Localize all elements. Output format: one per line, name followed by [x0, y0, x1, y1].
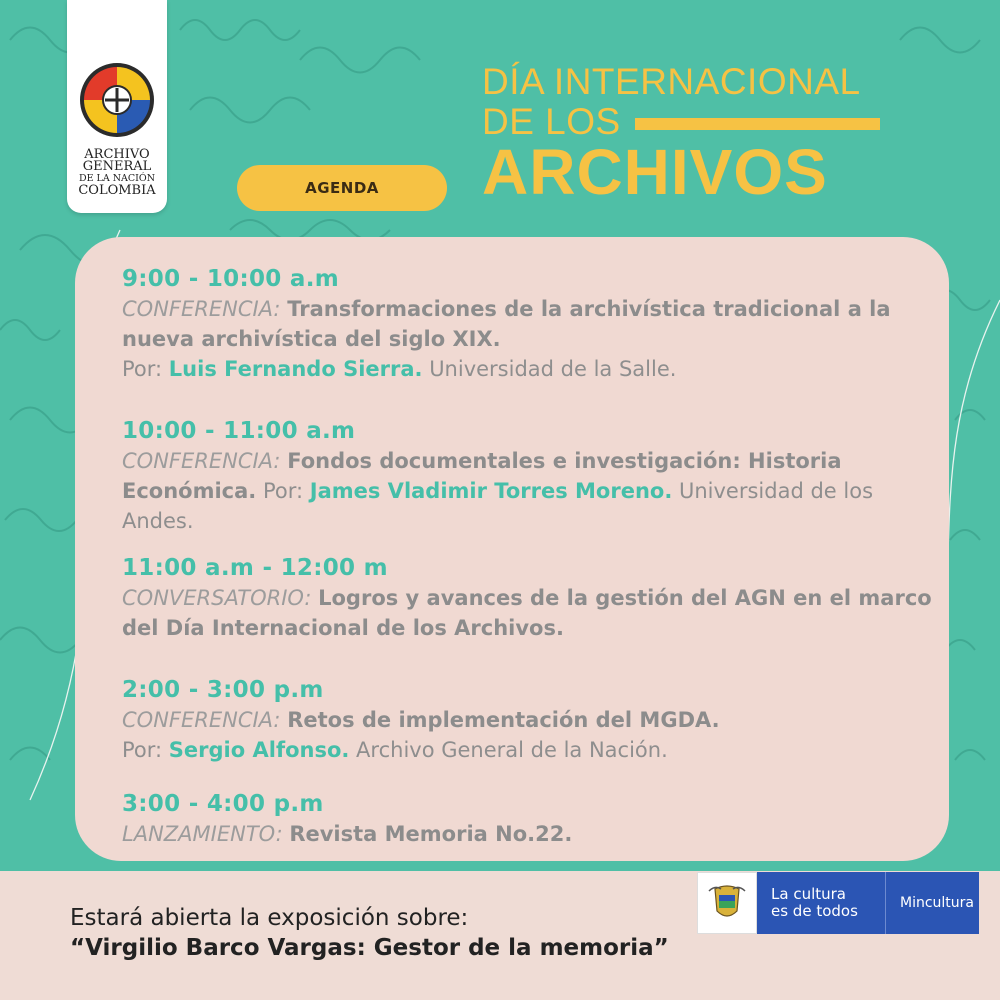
title-line1: DÍA INTERNACIONAL — [482, 61, 861, 102]
item-topic: Retos de implementación del MGDA. — [287, 708, 720, 732]
agenda-item — [122, 789, 932, 849]
item-time: 9:00 - 10:00 a.m — [122, 266, 340, 292]
event-title — [482, 61, 880, 208]
item-speaker: James Vladimir Torres Moreno. — [309, 479, 673, 503]
item-topic: Transformaciones de la archivística tradicional a la nueva archivística del siglo XIX — [122, 297, 891, 351]
item-kind: CONFERENCIA: — [122, 708, 281, 732]
item-time: 10:00 - 11:00 a.m — [122, 418, 356, 444]
title-divider — [635, 118, 880, 130]
item-time: 3:00 - 4:00 p.m — [122, 791, 324, 817]
item-kind: CONVERSATORIO: — [122, 586, 312, 610]
agenda-item — [122, 553, 932, 643]
item-org: Universidad de la Salle. — [429, 357, 677, 381]
item-kind: CONFERENCIA: — [122, 449, 281, 473]
item-topic: Revista Memoria No.22. — [289, 822, 573, 846]
mincultura-slogan-line1: La cultura — [771, 885, 846, 903]
agenda-badge: AGENDA — [237, 165, 447, 211]
item-kind: CONFERENCIA: — [122, 297, 281, 321]
title-line2: DE LOS — [482, 101, 621, 142]
item-time: 2:00 - 3:00 p.m — [122, 677, 324, 703]
item-kind: LANZAMIENTO: — [122, 822, 283, 846]
item-speaker: Sergio Alfonso. — [168, 738, 350, 762]
agn-emblem-icon — [78, 61, 156, 139]
item-by: Por: — [262, 479, 304, 503]
agenda-item: 9:00 - 10:00 a.m CONFERENCIA: Transformaciones de la archivística tradicional a la nueva archivística del siglo XIX. Por: Luis Fernando Sierra. Universidad de la Salle. — [122, 264, 932, 384]
item-by: Por: — [122, 357, 163, 381]
item-topic: Fondos documentales e investigación: Historia Económica. — [122, 449, 842, 503]
item-org: Universidad de los Andes. — [122, 479, 874, 533]
mincultura-slogan-line2: es de todos — [771, 902, 858, 920]
logo-line1: ARCHIVO — [84, 147, 150, 162]
item-topic: Logros y avances de la gestión del AGN en el marco del Día Internacional de los Archivos. — [122, 586, 932, 640]
colombia-shield-icon — [697, 872, 757, 934]
mincultura-logo — [697, 872, 979, 934]
logo-line3: DE LA NACIÓN — [78, 173, 156, 184]
agenda-item — [122, 416, 932, 536]
logo-line2: GENERAL — [82, 159, 152, 174]
item-by: Por: — [122, 738, 163, 762]
agenda-item — [122, 675, 932, 765]
exhibition-intro: Estará abierta la exposición sobre: — [70, 905, 469, 931]
item-speaker: Luis Fernando Sierra. — [168, 357, 423, 381]
mincultura-name: Mincultura — [885, 872, 979, 934]
logo-line4: COLOMBIA — [78, 183, 156, 198]
item-org: Archivo General de la Nación. — [356, 738, 668, 762]
title-line3: ARCHIVOS — [482, 136, 828, 208]
item-time: 11:00 a.m - 12:00 m — [122, 555, 388, 581]
exhibition-title: “Virgilio Barco Vargas: Gestor de la memoria” — [70, 935, 669, 961]
agn-logo — [67, 0, 167, 213]
